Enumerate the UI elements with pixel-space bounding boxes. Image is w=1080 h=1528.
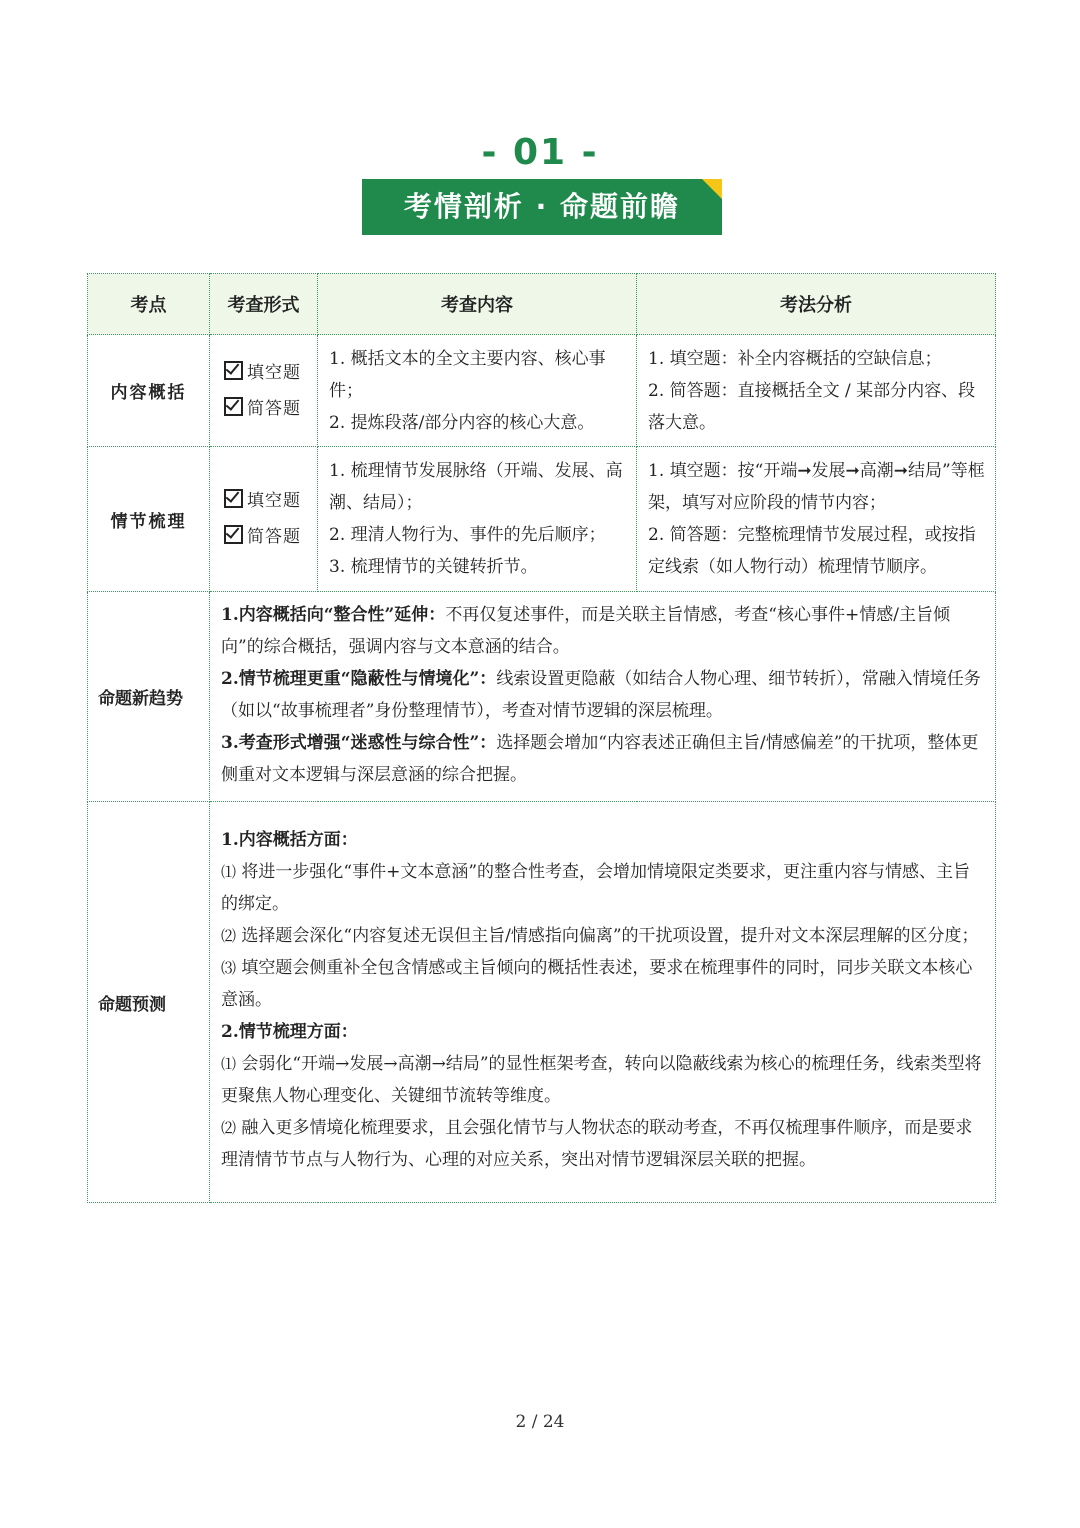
prediction-section-title xyxy=(221,824,985,856)
content-line: 3. 梳理情节的关键转折节。 xyxy=(329,557,538,577)
trend-lead: 3.考查形式增强“迷惑性与综合性”： xyxy=(221,732,497,753)
form-label: 填空题 xyxy=(247,362,301,383)
prediction-item xyxy=(221,856,985,920)
item-number: ⑴ xyxy=(221,863,237,881)
form-cell xyxy=(210,335,318,447)
table-row xyxy=(88,335,996,447)
content-line: 2. 提炼段落/部分内容的核心大意。 xyxy=(329,412,595,433)
form-item xyxy=(224,391,316,427)
content-line: 1. 梳理情节发展脉络（开端、发展、高潮、结局）； xyxy=(329,461,623,513)
trend-item xyxy=(221,663,985,727)
table-row xyxy=(88,447,996,592)
banner-corner-decoration xyxy=(702,179,722,199)
trend-item xyxy=(221,727,985,791)
form-label: 简答题 xyxy=(247,398,301,419)
item-number: ⑵ xyxy=(221,1119,237,1137)
item-text: 会弱化“开端→发展→高潮→结局”的显性框架考查，转向以隐蔽线索为核心的梳理任务，线索类型将更聚焦人物心理变化、关键细节流转等维度。 xyxy=(221,1054,982,1106)
section-banner xyxy=(362,179,722,235)
analysis-line: 1. 填空题：补全内容概括的空缺信息； xyxy=(648,348,942,369)
trend-cell xyxy=(210,592,996,802)
trend-row xyxy=(88,592,996,802)
prediction-row xyxy=(88,802,996,1203)
analysis-cell xyxy=(637,447,996,592)
form-item xyxy=(224,519,316,555)
analysis-line: 2. 简答题：完整梳理情节发展过程，或按指定线索（如人物行动）梳理情节顺序。 xyxy=(648,525,976,577)
prediction-cell xyxy=(210,802,996,1203)
table-header-row xyxy=(88,274,996,335)
content-line: 1. 概括文本的全文主要内容、核心事件； xyxy=(329,348,606,401)
header-content: 考查内容 xyxy=(318,274,637,335)
trend-lead: 1.内容概括向“整合性”延伸： xyxy=(221,604,446,625)
prediction-item xyxy=(221,1112,985,1176)
prediction-item xyxy=(221,1048,985,1112)
checked-box-icon xyxy=(224,489,243,508)
form-label: 填空题 xyxy=(247,491,301,511)
header-point: 考点 xyxy=(88,274,210,335)
section-number: - 01 - xyxy=(481,132,599,173)
item-text: 填空题会侧重补全包含情感或主旨倾向的概括性表述，要求在梳理事件的同时，同步关联文本核心意涵。 xyxy=(221,958,973,1010)
analysis-line: 1. 填空题：按“开端➞发展➞高潮➞结局”等框架，填写对应阶段的情节内容； xyxy=(648,461,985,513)
form-cell xyxy=(210,447,318,592)
prediction-item xyxy=(221,920,985,952)
prediction-section-title xyxy=(221,1016,985,1048)
item-number: ⑶ xyxy=(221,959,237,977)
checked-box-icon xyxy=(224,525,243,544)
item-text: 选择题会深化“内容复述无误但主旨/情感指向偏离”的干扰项设置，提升对文本深层理解的区分度； xyxy=(241,926,979,946)
content-cell xyxy=(318,335,637,447)
page-number: 2 / 24 xyxy=(515,1412,565,1432)
analysis-line: 2. 简答题：直接概括全文 / 某部分内容、段落大意。 xyxy=(648,380,976,433)
exam-analysis-table xyxy=(87,273,996,1203)
row-point: 内容概括 xyxy=(88,335,210,447)
form-label: 简答题 xyxy=(247,527,301,547)
item-text: 融入更多情境化梳理要求，且会强化情节与人物状态的联动考查，不再仅梳理事件顺序，而是要求理清情节节点与人物行为、心理的对应关系，突出对情节逻辑深层关联的把握。 xyxy=(221,1118,973,1170)
section-title-text: 1.内容概括方面： xyxy=(221,830,358,850)
header-analysis: 考法分析 xyxy=(637,274,996,335)
header-form: 考查形式 xyxy=(210,274,318,335)
item-number: ⑵ xyxy=(221,927,237,945)
prediction-label: 命题预测 xyxy=(88,802,210,1203)
item-number: ⑴ xyxy=(221,1055,237,1073)
trend-text: 不再仅复述事件，而是关联主旨情感，考查“核心事件+情感/主旨倾向”的综合概括，强调内容与文本意涵的结合。 xyxy=(221,604,950,657)
form-item xyxy=(224,355,316,391)
checked-box-icon xyxy=(224,397,243,416)
banner-title: 考情剖析 · 命题前瞻 xyxy=(403,190,681,223)
trend-text: 选择题会增加“内容表述正确但主旨/情感偏差”的干扰项，整体更侧重对文本逻辑与深层意涵的综合把握。 xyxy=(221,732,979,785)
item-text: 将进一步强化“事件+文本意涵”的整合性考查，会增加情境限定类要求，更注重内容与情感、主旨的绑定。 xyxy=(221,862,971,914)
content-line: 2. 理清人物行为、事件的先后顺序； xyxy=(329,525,606,545)
trend-text: 线索设置更隐蔽（如结合人物心理、细节转折），常融入情境任务（如以“故事梳理者”身份整理情节），考查对情节逻辑的深层梳理。 xyxy=(221,668,981,721)
row-point: 情节梳理 xyxy=(88,447,210,592)
form-item xyxy=(224,483,316,519)
analysis-cell xyxy=(637,335,996,447)
checked-box-icon xyxy=(224,361,243,380)
content-cell xyxy=(318,447,637,592)
trend-label: 命题新趋势 xyxy=(88,592,210,802)
trend-item xyxy=(221,599,985,663)
prediction-item xyxy=(221,952,985,1016)
trend-lead: 2.情节梳理更重“隐蔽性与情境化”： xyxy=(221,668,497,689)
section-title-text: 2.情节梳理方面： xyxy=(221,1022,358,1042)
